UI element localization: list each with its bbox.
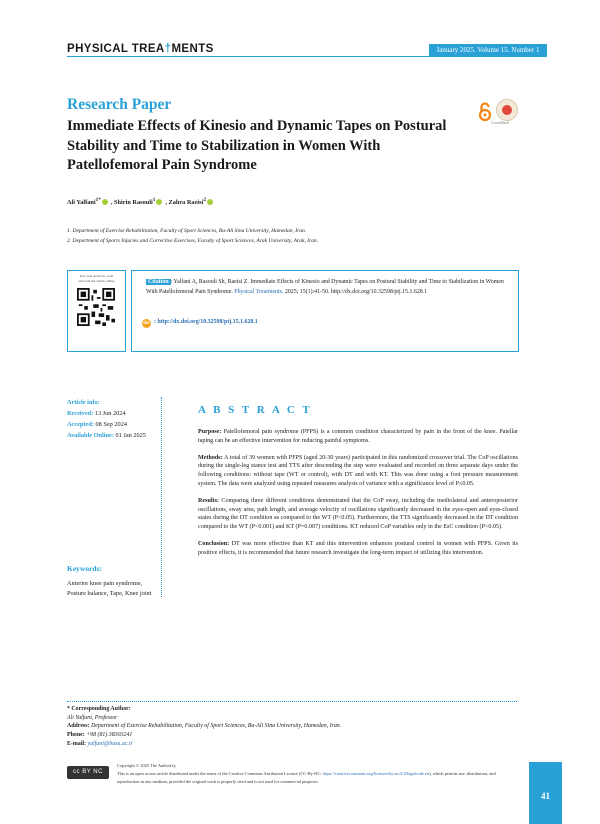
- online-label: Available Online:: [67, 432, 114, 439]
- qr-box: [67, 270, 126, 352]
- cc-license-icon[interactable]: cc BY NC: [67, 766, 109, 779]
- orcid-icon[interactable]: [156, 199, 162, 205]
- citation-text: Citation : Yalfani A, Rasouli Sh, Raeisi Z. Immediate Effects of Kinesio and Dynamic Tapes on Postural Stability and Time to Stabilization in Women With Patellofemoral Pain Syndrome. Physical Treatments. 2025; 15(1):41-50. http://dx.doi.org/10.32598/ptj.15.1.628.1: [146, 279, 504, 295]
- results-label: Results:: [198, 497, 219, 504]
- column-divider: [161, 397, 162, 597]
- email-link[interactable]: yalfani@basu.ac.ir: [87, 740, 133, 747]
- abstract-methods: [198, 454, 518, 489]
- abstract-purpose: [198, 428, 518, 446]
- author-mark: 1: [152, 197, 156, 203]
- author-name: Shirin Rasouli: [114, 199, 153, 207]
- orcid-icon[interactable]: [207, 199, 213, 205]
- online-date: 01 Jan 2025: [115, 432, 146, 439]
- abstract-heading: A B S T R A C T: [198, 404, 313, 416]
- journal-name: [67, 43, 214, 55]
- affiliation-2: 2. Department of Sports Injuries and Corrective Exercises, Faculty of Sport Sciences, Arak University, Arak, Iran.: [67, 238, 318, 244]
- citation-journal[interactable]: Physical Treatments.: [234, 289, 284, 295]
- orcid-icon[interactable]: [102, 199, 108, 205]
- citation-label: Citation: [148, 279, 169, 285]
- author-list: Ali Yalfani$^{1*}$ , Shirin Rasouli$^1$ , Zahra Raeisi$^2$: [67, 197, 216, 206]
- citation-box: [131, 270, 519, 352]
- crossmark-icon[interactable]: [496, 99, 518, 121]
- received-label: Received:: [67, 410, 94, 417]
- conclusion-text: DT was more effective than KT and this intervention enhances postural control in women with PFPS. Given its positive effects, it is recommended that future research investigate the long-term impact of utilizing this intervention.: [198, 540, 518, 556]
- address-value: Department of Exercise Rehabilitation, Faculty of Sport Sciences, Bu-Ali Sina University, Hamedan, Iran.: [90, 723, 342, 730]
- copyright-text: [117, 762, 517, 786]
- crossmark-label: CrossMark: [491, 120, 509, 125]
- corresponding-author: [67, 705, 341, 749]
- issue-badge: January 2025. Volume 15. Number 1: [429, 44, 547, 57]
- open-access-icon: [478, 102, 492, 122]
- footer-rule: [67, 701, 517, 702]
- doi-icon: doi: [143, 321, 150, 326]
- keywords-heading: Keywords:: [67, 564, 102, 573]
- affiliation-1: 1. Department of Exercise Rehabilitation, Faculty of Sport Sciences, Bu-Ali Sina University, Hamedan, Iran.: [67, 228, 307, 234]
- journal-cross: †: [164, 43, 172, 55]
- citation-body: Yalfani A, Rasouli Sh, Raeisi Z. Immediate Effects of Kinesio and Dynamic Tapes on Postural Stability and Time to Stabilization in Women With Patellofemoral Pain Syndrome.: [146, 279, 504, 295]
- doi-link[interactable]: http://dx.doi.org/10.32598/ptj.15.1.628.1: [157, 319, 258, 325]
- received-date: 13 Jun 2024: [94, 410, 126, 417]
- license-link[interactable]: https://creativecommons.org/licenses/by-nc/4.0/legalcode.en: [322, 771, 430, 776]
- article-info: [67, 397, 146, 441]
- license-text: This is an open access article distributed under the terms of the Creative Commons Attribution License (CC-By-NC:: [117, 771, 322, 776]
- corresponding-name: Ali Yalfani, Professor: [67, 714, 118, 721]
- author-name: Zahra Raeisi: [168, 199, 204, 207]
- methods-text: A total of 39 women with PFPS (aged 20-30 years) participated in this randomized crossover trial. The CoP oscillations during the single-leg stance test and TTS after descending the step were evaluated and recorded on three separate days under the following conditions: without tape (WT or control), with DT and with KT. This was done using a foot pressure measurement system. The data were analyzed using repeated measures analysis of variance with a significance level of P≤0.05.: [198, 454, 519, 487]
- address-label: Address:: [67, 723, 90, 730]
- journal-suffix: MENTS: [171, 43, 214, 55]
- conclusion-label: Conclusion:: [198, 540, 230, 547]
- methods-label: Methods:: [198, 454, 223, 461]
- article-info-heading: Article info:: [67, 399, 100, 406]
- corresponding-heading: * Corresponding Author:: [67, 706, 131, 712]
- abstract-conclusion: [198, 540, 518, 558]
- phone-label: Phone:: [67, 732, 85, 739]
- affiliations: [67, 226, 517, 246]
- keywords-text: Anterior knee pain syndrome, Posture balance, Tape, Knee joint: [67, 580, 152, 597]
- qr-caption-line2: and read the article online: [78, 279, 115, 283]
- results-text: Comparing three different conditions demonstrated that the CoP sway, including the mediolateral and anteroposterior oscillations, sway area, path length, and average velocity of oscillations significantly decreased in the eyes-open and eyes-closed states during the DT condition as compared to the WT (P<0.05). Furthermore, the TTS significantly decreased in the DT condition compared to the WT (P<0.001) and KT (P=0.007) conditions. KT reduced CoP variables only in the EsC condition (P<0.05).: [198, 497, 518, 531]
- abstract-body: [198, 428, 518, 566]
- citation-rest: 2025; 15(1):41-50. http://dx.doi.org/10.32598/ptj.15.1.628.1: [284, 289, 428, 295]
- author-name: Ali Yalfani: [67, 199, 96, 207]
- copyright-line: Copyright © 2025 The Author(s);: [117, 763, 177, 768]
- purpose-text: Patellofemoral pain syndrome (PFPS) is a common condition characterized by pain in the front of the knee. Patellar taping can be an effective intervention for reducing painful symptoms.: [198, 429, 518, 444]
- qr-caption-line1: Use your device to scan: [79, 274, 114, 278]
- page-number: 41: [541, 791, 550, 801]
- author-mark: 1*: [95, 197, 101, 203]
- accepted-date: 08 Sep 2024: [95, 421, 128, 428]
- qr-code-icon[interactable]: [77, 288, 115, 326]
- purpose-label: Purpose:: [198, 429, 222, 435]
- license-rest: ), which permits use, distribution, and reproduction in any medium, provided the original work is properly cited and is not used for commercial purposes.: [117, 771, 496, 784]
- qr-caption: [68, 274, 125, 284]
- author-mark: 2: [203, 197, 206, 203]
- license-line: [117, 770, 517, 786]
- article-type: Research Paper: [67, 96, 172, 113]
- phone-value: +98 (81) 38303241: [86, 732, 133, 739]
- email-label: E-mail:: [67, 740, 86, 747]
- accepted-label: Accepted:: [67, 421, 94, 428]
- abstract-results: [198, 497, 518, 532]
- journal-prefix: PHYSICAL TREA: [67, 43, 165, 55]
- doi-line: doi : http://dx.doi.org/10.32598/ptj.15.1.628.1: [143, 319, 258, 326]
- article-title: Immediate Effects of Kinesio and Dynamic Tapes on Postural Stability and Time to Stabilization in Women With Patellofemoral Pain Syndrome: [67, 118, 447, 173]
